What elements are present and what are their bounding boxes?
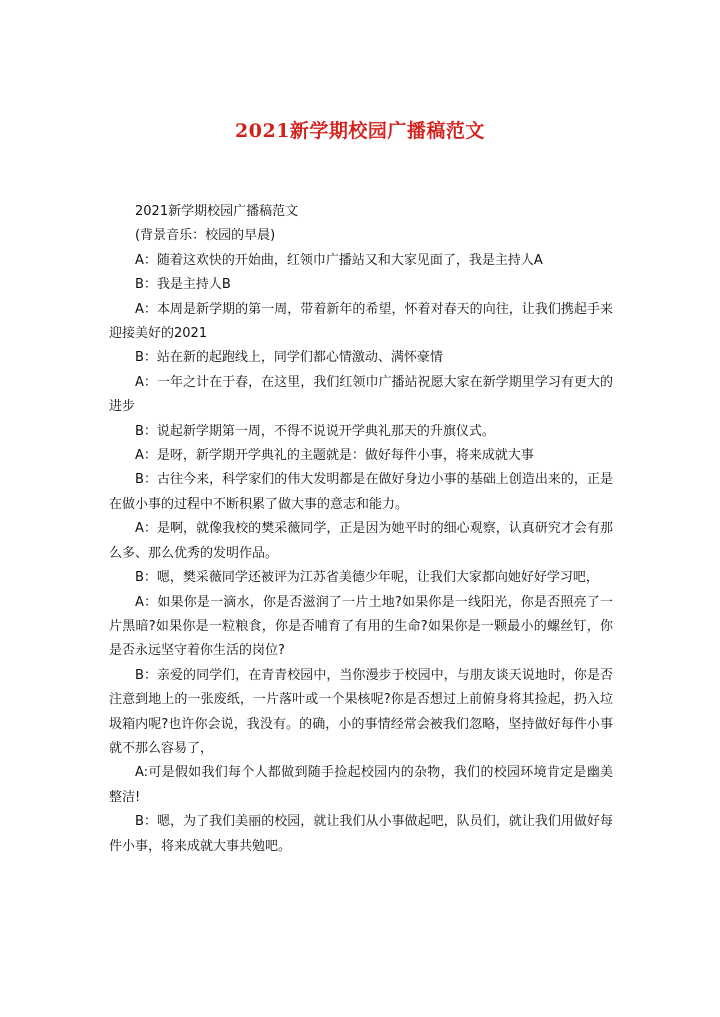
document-body: [109, 200, 613, 859]
paragraph: B：站在新的起跑线上，同学们都心情激动、满怀豪情: [135, 350, 443, 366]
paragraph: A：本周是新学期的第一周，带着新年的希望，怀着对春天的向往，让我们携起手来迎接美好的2021: [109, 301, 613, 342]
paragraph: A：是呀，新学期开学典礼的主题就是：做好每件小事，将来成就大事: [135, 448, 534, 464]
paragraph: A:可是假如我们每个人都做到随手捡起校园内的杂物，我们的校园环境肯定是幽美整洁!: [109, 765, 613, 805]
paragraph: A：是啊，就像我校的樊采薇同学，正是因为她平时的细心观察，认真研究才会有那么多、那么优秀的发明作品。: [109, 521, 613, 561]
paragraph: B：亲爱的同学们，在青青校园中，当你漫步于校园中，与朋友谈天说地时，你是否注意到地上的一张废纸，一片落叶或一个果核呢?你是否想过上前俯身将其捡起，扔入垃圾箱内呢?也许你会说，我没有。的确，小的事情经常会被我们忽略，坚持做好每件小事就不那么容易了，: [109, 667, 613, 756]
paragraph: B：嗯，樊采薇同学还被评为江苏省美德少年呢，让我们大家都向她好好学习吧，: [135, 570, 599, 586]
paragraph: (背景音乐：校园的早晨): [135, 228, 276, 244]
paragraph: A：如果你是一滴水，你是否滋润了一片土地?如果你是一线阳光，你是否照亮了一片黑暗?如果你是一粒粮食，你是否哺育了有用的生命?如果你是一颗最小的螺丝钉，你是否永远坚守着你生活的岗位?: [109, 594, 613, 659]
paragraph: B：我是主持人B: [135, 277, 231, 293]
page-title: 2021新学期校园广播稿范文: [235, 120, 485, 142]
paragraph: A：一年之计在于春，在这里，我们红领巾广播站祝愿大家在新学期里学习有更大的进步: [109, 374, 613, 415]
paragraph: A：随着这欢快的开始曲，红领巾广播站又和大家见面了，我是主持人A: [135, 252, 543, 268]
paragraph: B：嗯，为了我们美丽的校园，就让我们从小事做起吧，队员们，就让我们用做好每件小事，将来成就大事共勉吧。: [109, 814, 613, 854]
paragraph: 2021新学期校园广播稿范文: [135, 204, 299, 219]
paragraph: B：说起新学期第一周，不得不说说开学典礼那天的升旗仪式。: [135, 423, 495, 439]
paragraph: B：古往今来，科学家们的伟大发明都是在做好身边小事的基础上创造出来的，正是在做小事的过程中不断积累了做大事的意志和能力。: [109, 472, 613, 512]
